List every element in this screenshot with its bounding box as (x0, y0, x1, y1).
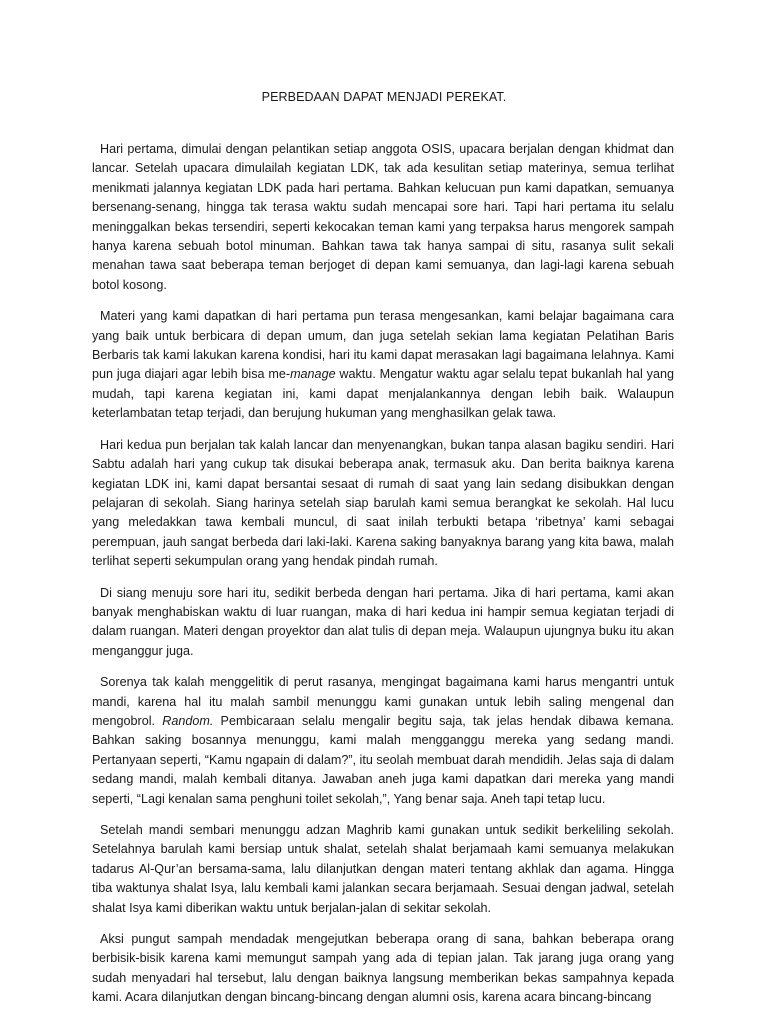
document-title: PERBEDAAN DAPAT MENJADI PEREKAT. (261, 90, 507, 104)
paragraph-text: Setelah mandi sembari menunggu adzan Maghrib kami gunakan untuk sedikit berkeliling sekolah. Setelahnya barulah kami bersiap untuk shalat, setelah shalat berjamaah kami semuanya melakukan tadarus Al-Qur’an bersama-sama, lalu dilanjutkan dengan materi tentang akhlak dan agama. Hingga tiba waktunya shalat Isya, lalu kembali kami jalankan secara berjamaah. Sesuai dengan jadwal, setelah shalat Isya kami diberikan waktu untuk berjalan-jalan di sekitar sekolah. (92, 823, 674, 915)
paragraph-text: Aksi pungut sampah mendadak mengejutkan beberapa orang di sana, bahkan beberapa orang berbisik-bisik karena kami memungut sampah yang ada di tepian jalan. Tak jarang juga orang yang sudah menyadari hal tersebut, lalu dengan baiknya langsung memberikan bekas sampahnya kepada kami. Acara dilanjutkan dengan bincang-bincang dengan alumni osis, karena acara bincang-bincang (92, 932, 674, 1005)
paragraph-3 (92, 436, 674, 572)
italic-text: manage (290, 367, 336, 382)
paragraph-text: Sorenya tak kalah menggelitik di perut rasanya, mengingat bagaimana kami harus mengantri untuk mandi, karena hal itu malah sambil menunggu kami gunakan untuk lebih saling mengenal dan mengobrol. (92, 675, 674, 728)
paragraph-5 (92, 673, 674, 809)
paragraph-text: waktu. Mengatur waktu agar selalu tepat bukanlah hal yang mudah, tapi karena kegiatan ini, kami dapat menjalankannya dengan lebih baik. Walaupun keterlambatan tetap terjadi, dan berujung hukuman yang menghasilkan gelak tawa. (92, 367, 674, 421)
paragraph-text: Materi yang kami dapatkan di hari pertama pun terasa mengesankan, kami belajar bagaimana cara yang baik untuk berbicara di depan umum, dan juga setelah sekian lama kegiatan Pelatihan Baris Berbaris tak kami lakukan karena kondisi, hari itu kami dapat merasakan lagi bagaimana lelahnya. Kami pun juga diajari agar lebih bisa me- (92, 309, 674, 382)
paragraph-text: Pembicaraan selalu mengalir begitu saja, tak jelas hendak dibawa kemana. Bahkan saking bosannya menunggu, kami malah mengganggu mereka yang sedang mandi. Pertanyaan seperti, “Kamu ngapain di dalam?”, itu seolah membuat darah mendidih. Jelas saja di dalam sedang mandi, malah kembali ditanya. Jawaban aneh juga kami dapatkan dari mereka yang mandi seperti, “Lagi kenalan sama penghuni toilet sekolah,”, Yang benar saja. Aneh tapi tetap lucu. (92, 713, 674, 806)
italic-text: Random. (162, 713, 214, 728)
paragraph-text: Hari kedua pun berjalan tak kalah lancar dan menyenangkan, bukan tanpa alasan bagiku sendiri. Hari Sabtu adalah hari yang cukup tak disukai beberapa anak, termasuk aku. Dan berita baiknya karena kegiatan LDK ini, kami dapat bersantai sesaat di rumah di saat yang lain sedang disibukkan dengan pelajaran di sekolah. Siang harinya setelah siap barulah kami semua berangkat ke sekolah. Hal lucu yang meledakkan tawa kembali muncul, di saat inilah terbukti betapa ‘ribetnya’ kami sebagai perempuan, jauh sangat berbeda dari laki-laki. Karena saking banyaknya barang yang kita bawa, malah terlihat seperti sekumpulan orang yang hendak pindah rumah. (92, 437, 674, 569)
paragraph-4 (92, 584, 674, 662)
paragraph-text: Di siang menuju sore hari itu, sedikit berbeda dengan hari pertama. Jika di hari pertama, kami akan banyak menghabiskan waktu di luar ruangan, maka di hari kedua ini hampir semua kegiatan terjadi di dalam ruangan. Materi dengan proyektor dan alat tulis di depan meja. Walaupun ujungnya buku itu akan menganggur juga. (92, 585, 674, 658)
paragraph-1 (92, 140, 674, 295)
paragraph-7 (92, 930, 674, 1008)
paragraph-6 (92, 821, 674, 918)
paragraph-2 (92, 307, 674, 423)
paragraph-text: Hari pertama, dimulai dengan pelantikan setiap anggota OSIS, upacara berjalan dengan khidmat dan lancar. Setelah upacara dimulailah kegiatan LDK, tak ada kesulitan setiap materinya, semua terlihat menikmati jalannya kegiatan LDK pada hari pertama. Bahkan kelucuan pun kami dapatkan, semuanya bersenang-senang, hingga tak terasa waktu sudah mencapai sore hari. Tapi hari pertama itu selalu meninggalkan bekas tersendiri, seperti kekocakan teman kami yang terpaksa harus mengorek sampah hanya karena sebuah botol minuman. Bahkan tawa tak hanya sampai di situ, rasanya sulit sekali menahan tawa saat beberapa teman berjoget di depan kami semuanya, dan lagi-lagi karena sebuah botol kosong. (92, 142, 674, 292)
document-body (92, 140, 674, 1008)
